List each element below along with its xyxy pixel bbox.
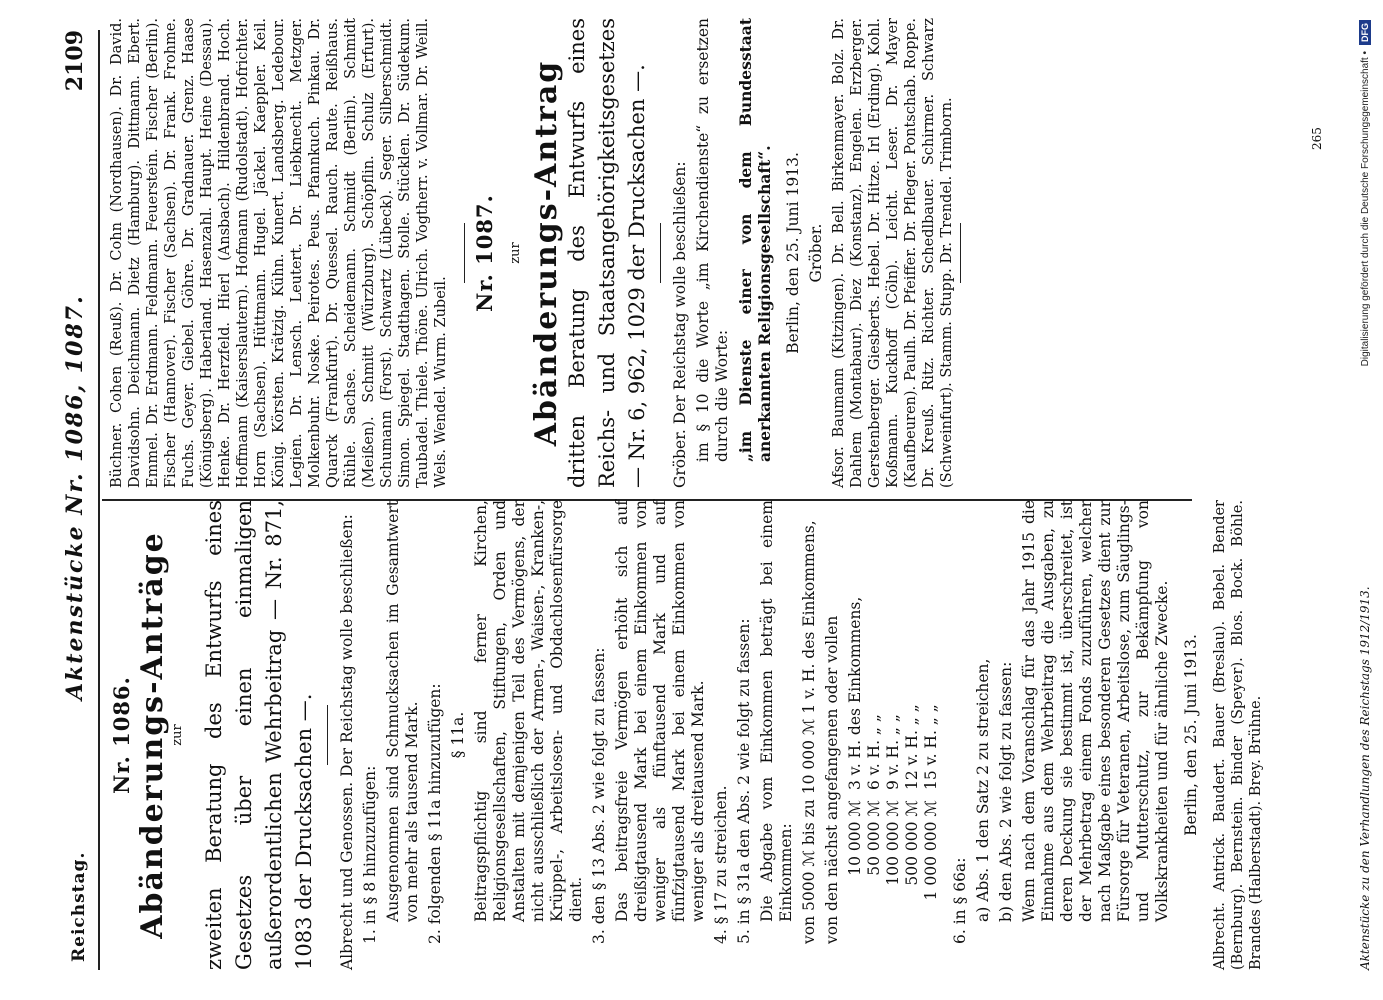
short-rule — [660, 223, 661, 283]
page-header — [58, 0, 98, 1000]
footer-note: Aktenstücke zu den Verhandlungen des Reichstags 1912/1913. — [1358, 586, 1372, 970]
item-5-next: von den nächst angefangenen oder vollen — [823, 615, 841, 944]
doc-subject: zweiten Beratung des Entwurfs eines Gesetzes über einen einmaligen außerordentlichen Wehrbeitrag — Nr. 871, 1083 der Drucksachen —. — [202, 500, 316, 970]
date-line: Berlin, den 25. Juni 1913. — [1182, 634, 1200, 836]
dfg-strip — [1350, 0, 1380, 1000]
item-5: 5. in § 31a den Abs. 2 wie folgt zu fassen: — [735, 618, 753, 944]
motion-intro: Albrecht und Genossen. Der Reichstag wolle beschließen: — [338, 514, 356, 970]
signers: Albrecht. Antrick. Baudert. Bauer (Breslau). Bebel. Bender (Bernburg). Bernstein. Binder (Speyer). Blos. Bock. Böhle. Brandes (Halberstadt). Brey. Brühne. — [1212, 500, 1264, 970]
dfg-credit-text: Digitalisierung gefördert durch die Deutsche Forschungsgemeinschaft • — [1359, 51, 1371, 367]
right-column — [108, 18, 971, 488]
signers: Afsor. Baumann (Kitzingen). Dr. Bell. Birkenmayer. Bolz. Dr. Dahlem (Montabaur). Diez (Konstanz). Engelen. Erzberger. Gerstenberger. Giesberts. Hebel. Dr. Hitze. Irl (Erding). Kohl. Koßmann. Kuckhoff (Cöln). Leicht. Leser. Dr. Mayer (Kaufbeuren). Paulh. Dr. Pfeiffer. Dr. Pfleger. Pontschab. Roppe. Dr. Kreuß. Ritz. Richter. Schedlbauer. Schirmer. Schwarz (Schweinfurt). Stamm. Stupp. Dr. Trendel. Trimborn. — [831, 18, 955, 488]
doc-subject: dritten Beratung des Entwurfs eines Reichs- und Staatsangehörigkeitsgesetzes — Nr. 6, 962, 1029 der Drucksachen —. — [565, 18, 649, 488]
motion-text: im § 10 die Worte „im Kirchendienste“ zu ersetzen durch die Worte: — [694, 18, 731, 462]
item-2-text: Beitragspflichtig sind ferner Kirchen, Religionsgesellschaften, Stiftungen, Orden und Anstalten mit demjenigen Teil des Vermögens, der nicht ausschließlich der Armen-, Waisen-, Kranken-, Krüppel-, Arbeitslosen- und Obdachlosenfürsorge dient. — [472, 500, 585, 922]
item-6a: a) Abs. 1 den Satz 2 zu streichen, — [974, 658, 992, 922]
item-1-text: Ausgenommen sind Schmucksachen im Gesamtwert von mehr als tausend Mark. — [384, 500, 421, 922]
table-row: 50 000 ℳ 6 v. H. „ „ — [865, 714, 883, 876]
table-row: 10 000 ℳ 3 v. H. des Einkommens, — [846, 596, 864, 876]
item-4: 4. § 17 zu streichen. — [712, 785, 730, 944]
item-5-text: Die Abgabe vom Einkommen beträgt bei einem Einkommen: — [758, 500, 795, 922]
item-5-rate: von 5000 ℳ bis zu 10 000 ℳ 1 v. H. des Einkommens, — [800, 520, 818, 944]
doc-title: Abänderungs-Anträge — [135, 531, 170, 939]
doc-number: Nr. 1087. — [472, 194, 497, 312]
page-number: 265 — [1310, 127, 1324, 150]
doc-title: Abänderungs-Antrag — [529, 59, 564, 447]
item-2: 2. folgenden § 11a hinzuzufügen: — [426, 683, 444, 944]
item-6: 6. in § 66a: — [951, 857, 969, 944]
item-3-text: Das beitragsfreie Vermögen erhöht sich auf dreißigtausend Mark bei einem Einkommen von weniger als fünftausend Mark und auf fünfzigtausend Mark bei einem Einkommen von weniger als dreitausend Mark. — [613, 500, 707, 922]
rate-table — [846, 500, 941, 970]
signers-continued: Büchner. Cohen (Reuß). Dr. Cohn (Nordhausen). Dr. David. Davidsohn. Deichmann. Dietz (Hamburg). Dittmann. Ebert. Emmel. Dr. Erdmann. Feldmann. Feuerstein. Fischer (Berlin). Fischer (Hannover). Fischer (Sachsen). Dr. Frank. Frohme. Fuchs. Geyer. Giebel. Göhre. Dr. Gradnauer. Grenz. Haase (Königsberg). Haberland. Hasenzahl. Haupt. Heine (Dessau). Henke. Dr. Herzfeld. Hierl (Ansbach). Hildenbrand. Hoch. Hoffmann (Kaiserslautern). Hofmann (Rudolstadt). Hofrichter. Horn (Sachsen). Hüttmann. Hugel. Jäckel. Kaeppler. Keil. König. Körsten. Krätzig. Kühn. Kunert. Landsberg. Ledebour. Legien. Dr. Lensch. Leutert. Dr. Liebknecht. Metzger. Molkenbuhr. Noske. Peirotes. Peus. Pfannkuch. Pinkau. Dr. Quarck (Frankfurt). Dr. Quessel. Rauch. Raute. Reißhaus. Rühle. Sachse. Scheidemann. Schmidt (Berlin). Schmidt (Meißen). Schmitt (Würzburg). Schöpflin. Schulz (Erfurt). Schumann (Forst). Schwartz (Lübeck). Seger. Silberschmidt. Simon. Spiegel. Stadthagen. Stolle. Stücklen. Dr. Südekum. Taubadel. Thiele. Thöne. Ulrich. Vogtherr. v. Vollmar. Dr. Weill. Wels. Wendel. Wurm. Zubeil. — [109, 18, 449, 488]
short-rule — [327, 705, 328, 765]
header-title: Aktenstücke Nr. 1086, 1087. — [62, 294, 88, 700]
item-3: 3. den § 13 Abs. 2 wie folgt zu fassen: — [590, 647, 608, 944]
header-left: Reichstag. — [69, 851, 89, 962]
motion-intro: Gröber. Der Reichstag wolle beschließen: — [671, 161, 689, 488]
item-1: 1. in § 8 hinzuzufügen: — [361, 765, 379, 944]
table-row: 100 000 ℳ 9 v. H. „ „ — [884, 714, 902, 886]
dfg-logo: DFG — [1359, 20, 1371, 45]
short-rule — [960, 223, 961, 283]
table-row: 500 000 ℳ 12 v. H. „ „ — [903, 704, 921, 886]
motion-quote: „im Dienste einer von dem Bundesstaat anerkannten Religionsgesellschaft“. — [736, 18, 774, 462]
signer-head: Gröber. — [807, 223, 825, 283]
doc-zur: zur — [170, 724, 185, 746]
table-row: 1 000 000 ℳ 15 v. H. „ „ — [922, 704, 940, 901]
dfg-credit — [1350, 0, 1380, 1000]
doc-number: Nr. 1086. — [109, 676, 134, 794]
header-page-number: 2109 — [62, 30, 88, 92]
header-rule — [98, 30, 100, 970]
short-rule — [464, 223, 465, 283]
item-6-text: Wenn nach dem Voranschlag für das Jahr 1915 die Einnahme aus dem Wehrbeitrag die Ausgaben, zu deren Deckung sie bestimmt ist, überschreitet, ist der Mehrbetrag einem Fonds zuzuführen, welcher nach Maßgabe eines besonderen Gesetzes dient zur Fürsorge für Veteranen, Arbeitslose, zum Säuglings- und Mutterschutz, zur Bekämpfung von Volkskrankheiten und für ähnliche Zwecke. — [1020, 500, 1171, 922]
date-line: Berlin, den 25. Juni 1913. — [784, 152, 802, 354]
doc-zur: zur — [508, 242, 523, 264]
item-2-heading: § 11a. — [449, 711, 467, 759]
item-6b: b) den Abs. 2 wie folgt zu fassen: — [997, 661, 1015, 922]
left-column — [108, 500, 1269, 970]
